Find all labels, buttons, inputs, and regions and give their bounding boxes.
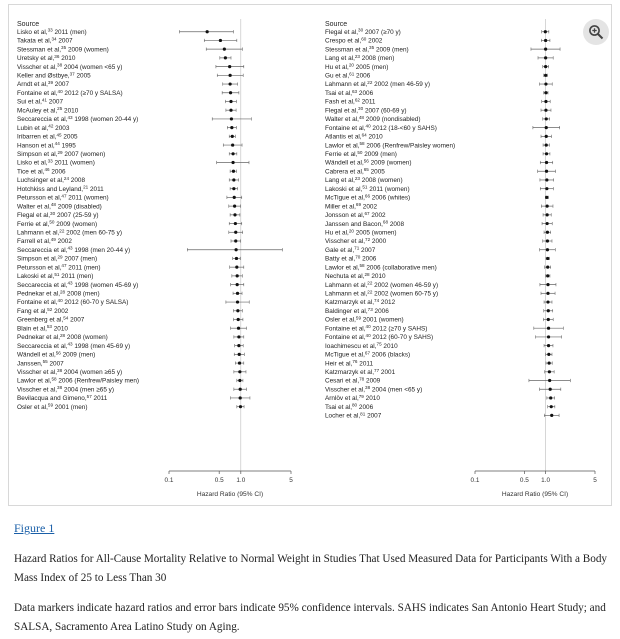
hazard-ratio-point <box>545 126 548 129</box>
hazard-ratio-point <box>546 266 549 269</box>
figure-frame <box>8 4 612 506</box>
hazard-ratio-point <box>228 65 231 68</box>
hazard-ratio-point <box>239 396 242 399</box>
row-label: Stessman et al,$^{35}$ 2009 (men) <box>325 45 409 54</box>
hazard-ratio-point <box>546 283 549 286</box>
hazard-ratio-point <box>236 292 239 295</box>
hazard-ratio-point <box>238 353 241 356</box>
row-label: Seccareccia et al,$^{43}$ 1998 (women 20-44 y) <box>17 114 139 124</box>
hazard-ratio-point <box>206 30 209 33</box>
zoom-button[interactable] <box>583 19 609 45</box>
row-label: Baldinger et al,$^{73}$ 2006 <box>325 306 389 315</box>
hazard-ratio-point <box>229 82 232 85</box>
row-label: Janssen and Bacon,$^{68}$ 2008 <box>325 219 405 228</box>
row-label: Lang et al,$^{23}$ 2008 (women) <box>325 175 403 185</box>
hazard-ratio-point <box>239 388 242 391</box>
row-label: Lawlor et al,$^{58}$ 2006 (Renfrew/Paisley men) <box>17 376 139 385</box>
row-label: Lakoski et al,$^{51}$ 2011 (women) <box>325 184 410 193</box>
hazard-ratio-point <box>237 344 240 347</box>
row-label: Cabrera et al,$^{65}$ 2005 <box>325 167 385 176</box>
row-label: Arndt et al,$^{39}$ 2007 <box>17 80 70 89</box>
row-label: Tsai et al,$^{80}$ 2006 <box>325 402 374 411</box>
row-label: Lang et al,$^{23}$ 2008 (men) <box>325 53 395 63</box>
hazard-ratio-point <box>234 222 237 225</box>
hazard-ratio-point <box>230 117 233 120</box>
hazard-ratio-point <box>545 117 548 120</box>
row-label: McTigue et al,$^{66}$ 2006 (whites) <box>325 193 411 202</box>
hazard-ratio-point <box>545 196 548 199</box>
hazard-ratio-point <box>238 370 241 373</box>
x-tick-label: 0.5 <box>214 477 224 484</box>
row-label: Iribarren et al,$^{45}$ 2005 <box>17 132 78 141</box>
hazard-ratio-point <box>545 135 548 138</box>
row-label: Takata et al,$^{34}$ 2007 <box>17 36 73 45</box>
x-tick-label: 1.0 <box>236 477 246 484</box>
hazard-ratio-point <box>236 283 239 286</box>
hazard-ratio-point <box>548 361 551 364</box>
row-label: Fang et al,$^{52}$ 2002 <box>17 306 69 315</box>
hazard-ratio-point <box>546 239 549 242</box>
hazard-ratio-point <box>237 327 240 330</box>
hazard-ratio-point <box>233 196 236 199</box>
hazard-ratio-point <box>546 300 549 303</box>
row-label: Katzmarzyk et al,$^{77}$ 2001 <box>325 367 396 376</box>
row-label: Fontaine et al,$^{40}$ 2012 (60-70 y SAHS) <box>325 332 434 342</box>
hazard-ratio-point <box>547 318 550 321</box>
x-tick-label: 0.1 <box>164 477 174 484</box>
hazard-ratio-point <box>224 56 227 59</box>
hazard-ratio-point <box>545 187 548 190</box>
hazard-ratio-point <box>545 161 548 164</box>
hazard-ratio-point <box>547 327 550 330</box>
row-label: Locher et al,$^{81}$ 2007 <box>325 411 382 420</box>
figure-link[interactable]: Figure 1 <box>14 521 55 535</box>
hazard-ratio-point <box>229 74 232 77</box>
row-label: Fontaine et al,$^{40}$ 2012 (≥70 y SALSA) <box>17 88 123 97</box>
hazard-ratio-point <box>229 100 232 103</box>
figure-caption-note: Data markers indicate hazard ratios and error bars indicate 95% confidence intervals. SAHS indicates San Antonio Heart Study; and SALSA, Sacramento Area Latino Study on Aging. <box>14 602 606 633</box>
row-label: Wändell et al,$^{56}$ 2009 (women) <box>325 158 412 167</box>
row-label: Ferrie et al,$^{50}$ 2009 (women) <box>17 219 98 228</box>
row-label: Petursson et al,$^{47}$ 2011 (men) <box>17 263 101 272</box>
row-label: Wändell et al,$^{56}$ 2009 (men) <box>17 350 96 359</box>
hazard-ratio-point <box>546 205 549 208</box>
row-label: Simpson et al,$^{29}$ 2007 (women) <box>17 149 106 158</box>
hazard-ratio-point <box>234 239 237 242</box>
row-label: Flegal et al,$^{30}$ 2007 (25-59 y) <box>17 210 99 220</box>
row-label: Tice et al,$^{46}$ 2006 <box>17 167 66 176</box>
hazard-ratio-point <box>544 109 547 112</box>
hazard-ratio-point <box>547 309 550 312</box>
hazard-ratio-point <box>547 335 550 338</box>
forest-panel-left <box>17 19 293 498</box>
row-label: Visscher et al,$^{38}$ 2004 (men <65 y) <box>325 385 423 394</box>
hazard-ratio-point <box>230 126 233 129</box>
row-label: Visscher et al,$^{38}$ 2004 (women <65 y) <box>17 62 123 71</box>
row-label: Arnlöv et al,$^{79}$ 2010 <box>325 393 380 403</box>
row-label: Janssen,$^{55}$ 2007 <box>17 359 64 368</box>
hazard-ratio-point <box>235 248 238 251</box>
hazard-ratio-point <box>229 109 232 112</box>
forest-panel-right <box>325 19 597 498</box>
row-label: Crespo et al,$^{60}$ 2002 <box>325 36 383 45</box>
row-label: Lisko et al,$^{33}$ 2011 (men) <box>17 27 87 36</box>
hazard-ratio-point <box>232 170 235 173</box>
row-label: Seccareccia et al,$^{43}$ 1998 (men 45-69 y) <box>17 341 131 350</box>
hazard-ratio-point <box>546 274 549 277</box>
hazard-ratio-point <box>544 74 547 77</box>
hazard-ratio-point <box>547 344 550 347</box>
hazard-ratio-point <box>550 414 553 417</box>
row-label: Osler et al,$^{59}$ 2001 (men) <box>17 402 88 411</box>
x-tick-label: 5 <box>289 477 293 484</box>
row-label: Batty et al,$^{70}$ 2006 <box>325 254 377 263</box>
hazard-ratio-point <box>544 39 547 42</box>
hazard-ratio-point <box>233 213 236 216</box>
row-label: Cesari et al,$^{78}$ 2009 <box>325 376 381 385</box>
row-label: Luchsinger et al,$^{24}$ 2008 <box>17 175 86 185</box>
row-label: Stessman et al,$^{35}$ 2009 (women) <box>17 45 109 54</box>
row-label: Hotchkiss and Leyland,$^{21}$ 2011 <box>17 184 104 193</box>
hazard-ratio-point <box>547 353 550 356</box>
x-tick-label: 0.1 <box>470 477 480 484</box>
row-label: Petursson et al,$^{47}$ 2011 (women) <box>17 193 109 202</box>
forest-plot-figure <box>9 5 611 505</box>
hazard-ratio-point <box>545 152 548 155</box>
row-label: Visscher et al,$^{38}$ 2004 (women ≥65 y) <box>17 367 123 376</box>
row-label: Simpson et al,$^{29}$ 2007 (men) <box>17 254 98 263</box>
hazard-ratio-point <box>544 30 547 33</box>
row-label: Ferrie et al,$^{50}$ 2009 (men) <box>325 149 397 158</box>
hazard-ratio-point <box>219 39 222 42</box>
hazard-ratio-point <box>546 222 549 225</box>
row-label: Uretsky et al,$^{36}$ 2010 <box>17 53 76 63</box>
row-label: Lahmann et al,$^{22}$ 2002 (women 46-59 y) <box>325 280 439 289</box>
row-label: Miller et al,$^{69}$ 2002 <box>325 202 378 211</box>
row-label: Lisko et al,$^{33}$ 2011 (women) <box>17 158 95 167</box>
hazard-ratio-point <box>229 91 232 94</box>
hazard-ratio-point <box>236 274 239 277</box>
hazard-ratio-point <box>231 152 234 155</box>
hazard-ratio-point <box>231 143 234 146</box>
row-label: Lakoski et al,$^{51}$ 2011 (men) <box>17 271 94 281</box>
row-label: Seccareccia et al,$^{43}$ 1998 (men 20-44 y) <box>17 245 131 254</box>
row-label: Osler et al,$^{59}$ 2001 (women) <box>325 315 404 324</box>
row-label: Nechuta et al,$^{28}$ 2010 <box>325 271 386 281</box>
row-label: McAuley et al,$^{25}$ 2010 <box>17 106 79 115</box>
hazard-ratio-point <box>549 396 552 399</box>
x-axis-title: Hazard Ratio (95% CI) <box>501 491 569 498</box>
row-label: Gu et al,$^{61}$ 2006 <box>325 71 371 80</box>
row-label: Hu et al,$^{20}$ 2005 (women) <box>325 228 397 237</box>
row-label: Atlantis et al,$^{64}$ 2010 <box>325 132 383 141</box>
hazard-ratio-point <box>550 405 553 408</box>
row-label: Visscher et al,$^{38}$ 2004 (men ≥65 y) <box>17 385 114 394</box>
row-label: Gale et al,$^{71}$ 2007 <box>325 245 376 254</box>
hazard-ratio-point <box>235 266 238 269</box>
hazard-ratio-point <box>549 388 552 391</box>
row-label: Lahmann et al,$^{22}$ 2002 (men 46-59 y) <box>325 80 430 89</box>
hazard-ratio-point <box>545 143 548 146</box>
row-label: Lahmann et al,$^{22}$ 2002 (women 60-75 y) <box>325 289 439 298</box>
row-label: Visscher et al,$^{72}$ 2000 <box>325 237 387 246</box>
hazard-ratio-point <box>545 178 548 181</box>
hazard-ratio-point <box>223 48 226 51</box>
row-label: Fash et al,$^{62}$ 2011 <box>325 97 376 106</box>
hazard-ratio-point <box>231 161 234 164</box>
hazard-ratio-point <box>232 187 235 190</box>
magnify-plus-icon <box>588 24 604 40</box>
x-axis-title: Hazard Ratio (95% CI) <box>196 491 264 498</box>
x-tick-label: 0.5 <box>519 477 529 484</box>
hazard-ratio-point <box>237 335 240 338</box>
hazard-ratio-point <box>544 48 547 51</box>
hazard-ratio-point <box>544 56 547 59</box>
row-label: Sui et al,$^{41}$ 2007 <box>17 97 63 106</box>
row-label: Pednekar et al,$^{28}$ 2008 (men) <box>17 289 100 298</box>
row-label: Bevilacqua and Gimeno,$^{57}$ 2011 <box>17 393 108 403</box>
row-label: Hanson et al,$^{44}$ 1995 <box>17 141 76 150</box>
row-label: Pednekar et al,$^{28}$ 2008 (women) <box>17 332 108 342</box>
row-label: Lahmann et al,$^{22}$ 2002 (men 60-75 y) <box>17 228 122 237</box>
row-label: Fontaine et al,$^{40}$ 2012 (18-<60 y SAHS) <box>325 123 437 132</box>
hazard-ratio-point <box>239 405 242 408</box>
row-label: Fontaine et al,$^{40}$ 2012 (≥70 y SAHS) <box>325 324 428 333</box>
row-label: Lawlor et al,$^{58}$ 2006 (collaborative men) <box>325 263 437 272</box>
row-label: Keller and Østbye,$^{37}$ 2005 <box>17 71 91 80</box>
hazard-ratio-point <box>231 135 234 138</box>
panel-header: Source <box>17 21 40 28</box>
row-label: Walter et al,$^{48}$ 2009 (disabled) <box>17 202 102 211</box>
hazard-ratio-point <box>238 361 241 364</box>
hazard-ratio-point <box>544 91 547 94</box>
hazard-ratio-point <box>548 379 551 382</box>
row-label: Heir et al,$^{76}$ 2011 <box>325 359 374 368</box>
hazard-ratio-point <box>236 309 239 312</box>
hazard-ratio-point <box>237 318 240 321</box>
row-label: Farrell et al,$^{49}$ 2002 <box>17 237 72 246</box>
row-label: McTigue et al,$^{67}$ 2006 (blacks) <box>325 350 411 359</box>
row-label: Seccareccia et al,$^{43}$ 1998 (women 45-69 y) <box>17 280 139 289</box>
hazard-ratio-point <box>234 231 237 234</box>
hazard-ratio-point <box>236 300 239 303</box>
hazard-ratio-point <box>233 205 236 208</box>
hazard-ratio-point <box>232 178 235 181</box>
row-label: Fontaine et al,$^{40}$ 2012 (60-70 y SALSA) <box>17 298 129 307</box>
x-tick-label: 1.0 <box>541 477 551 484</box>
hazard-ratio-point <box>544 82 547 85</box>
row-label: Hu et al,$^{20}$ 2005 (men) <box>325 62 389 71</box>
row-label: Greenberg et al,$^{54}$ 2007 <box>17 315 85 324</box>
hazard-ratio-point <box>544 65 547 68</box>
row-label: Lawlor et al,$^{58}$ 2006 (Renfrew/Paisley women) <box>325 141 456 150</box>
hazard-ratio-point <box>546 248 549 251</box>
row-label: Jonsson et al,$^{67}$ 2002 <box>325 210 386 220</box>
figure-caption-title: Hazard Ratios for All-Cause Mortality Relative to Normal Weight in Studies That Used Measured Data for Participants With a Body Mass Index of 25 to Less Than 30 <box>14 553 608 584</box>
row-label: Ioachimescu et al,$^{75}$ 2010 <box>325 341 398 350</box>
row-label: Flegal et al,$^{30}$ 2007 (60-69 y) <box>325 106 407 115</box>
row-label: Tsai et al,$^{63}$ 2006 <box>325 88 374 97</box>
row-label: Katzmarzyk et al,$^{74}$ 2012 <box>325 298 396 307</box>
x-tick-label: 5 <box>593 477 597 484</box>
hazard-ratio-point <box>546 292 549 295</box>
hazard-ratio-point <box>544 100 547 103</box>
panel-header: Source <box>325 21 348 28</box>
hazard-ratio-point <box>238 379 241 382</box>
hazard-ratio-point <box>548 370 551 373</box>
hazard-ratio-point <box>546 213 549 216</box>
hazard-ratio-point <box>545 170 548 173</box>
hazard-ratio-point <box>546 257 549 260</box>
hazard-ratio-point <box>235 257 238 260</box>
row-label: Lubin et al,$^{42}$ 2003 <box>17 123 70 132</box>
row-label: Walter et al,$^{48}$ 2009 (nondisabled) <box>325 114 421 124</box>
hazard-ratio-point <box>546 231 549 234</box>
row-label: Flegal et al,$^{30}$ 2007 (≥70 y) <box>325 27 401 36</box>
row-label: Blain et al,$^{53}$ 2010 <box>17 324 68 333</box>
